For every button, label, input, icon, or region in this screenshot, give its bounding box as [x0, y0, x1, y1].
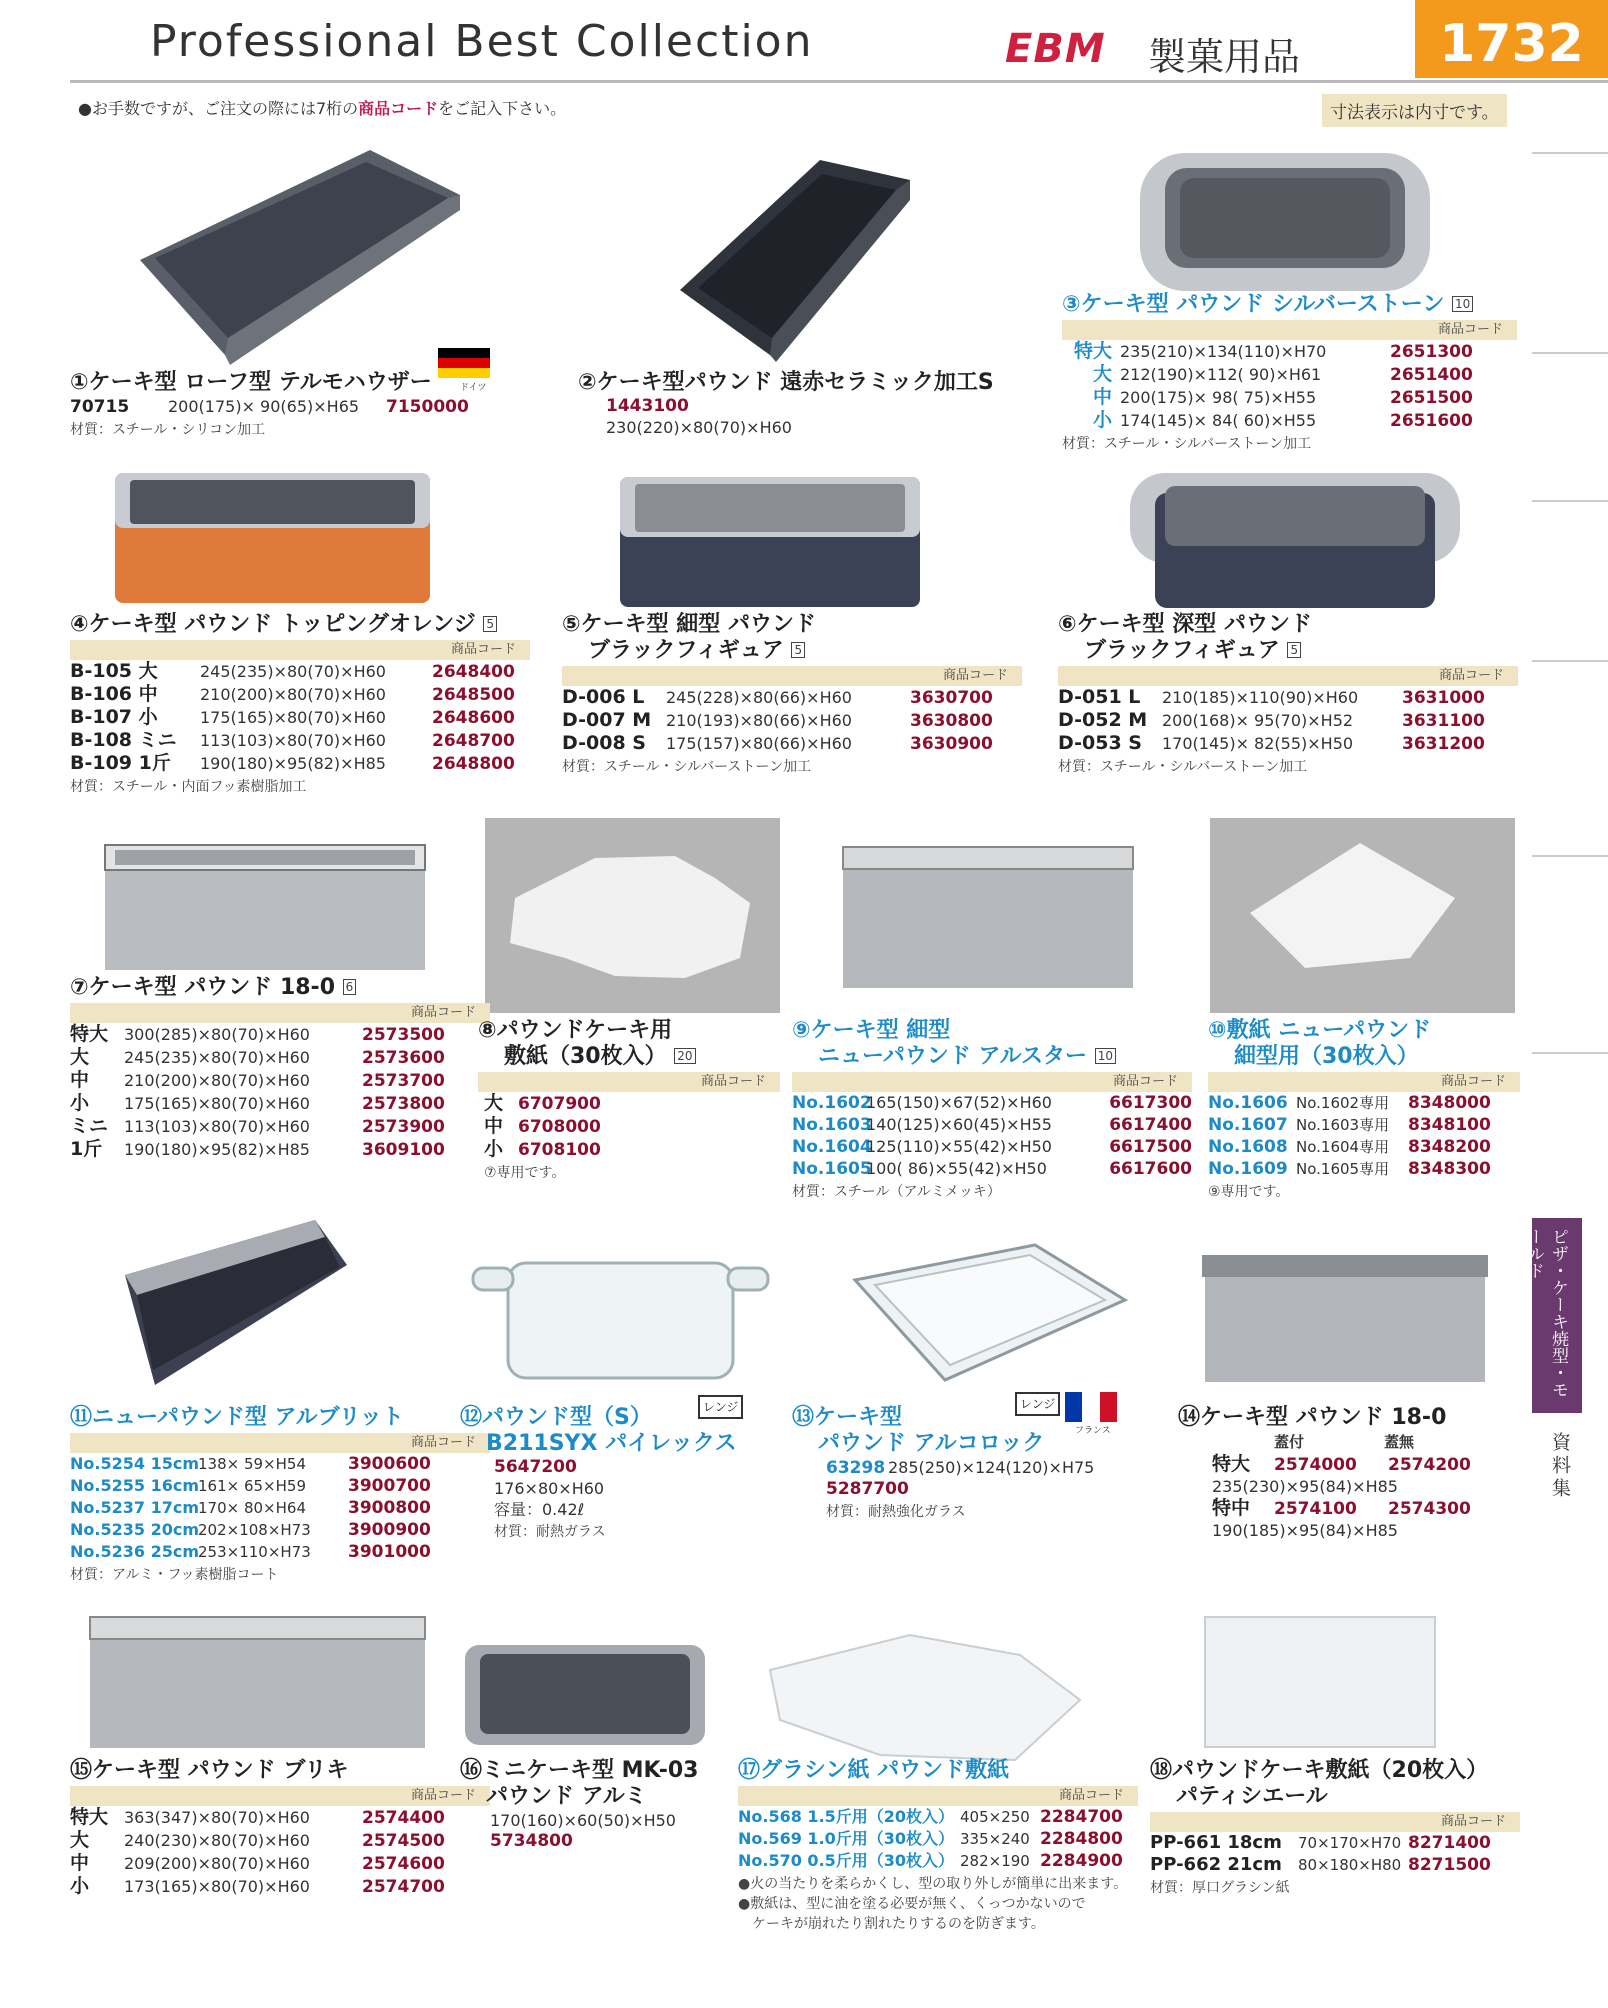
pan-image-14 [1200, 1250, 1490, 1385]
code-header: 商品コード [1150, 1812, 1520, 1832]
table-row: 特中 2574100 2574300 [1212, 1497, 1471, 1519]
product-dimensions: 170(160)×60(50)×H50 [490, 1811, 676, 1830]
table-row: D-051 L 210(185)×110(90)×H60 3631000 [1058, 686, 1485, 708]
table-row: D-008 S 175(157)×80(66)×H60 3630900 [562, 732, 993, 754]
table-row: No.1603 140(125)×60(45)×H55 6617400 [792, 1115, 1192, 1135]
table-row: B-108 ミニ 113(103)×80(70)×H60 2648700 [70, 729, 515, 751]
code-header: 商品コード [478, 1072, 780, 1092]
table-row: No.568 1.5斤用（20枚入） 405×250 2284700 [738, 1807, 1123, 1827]
product-7 [70, 975, 490, 1161]
product-subtitle: B211SYX パイレックス [486, 1431, 737, 1456]
product-5 [562, 612, 1022, 777]
table-row: 中 209(200)×80(70)×H60 2574600 [70, 1852, 445, 1874]
table-row: No.5255 16cm 161× 65×H59 3900700 [70, 1476, 431, 1496]
product-dimensions: 230(220)×80(70)×H60 [606, 418, 792, 437]
product-code: 5647200 [494, 1457, 577, 1477]
paper-photo-10 [1210, 818, 1515, 1013]
product-title: ⑨ケーキ型 細型 [792, 1018, 951, 1043]
product-subtitle: ニューパウンド アルスター 10 [792, 1044, 1192, 1070]
product-dimensions: 176×80×H60 [494, 1479, 605, 1498]
product-13 [792, 1405, 1162, 1522]
note-text: ケーキが崩れたり割れたりするのを防ぎます。 [752, 1916, 1045, 1932]
code-header: 商品コード [738, 1786, 1138, 1806]
side-divider [1532, 152, 1608, 154]
table-row: 大 6707900 [484, 1092, 601, 1114]
catalog-title: Professional Best Collection [150, 16, 814, 67]
product-subtitle: パウンド アルミ [486, 1784, 647, 1809]
microwave-icon: レンジ [1015, 1392, 1060, 1416]
product-11 [70, 1405, 490, 1585]
pan-image-9 [838, 842, 1138, 992]
product-title: ⑱パウンドケーキ敷紙（20枚入） [1150, 1758, 1489, 1783]
table-row: 小 174(145)× 84( 60)×H55 2651600 [1092, 409, 1473, 431]
product-6 [1058, 612, 1518, 777]
code-header: 商品コード [792, 1072, 1192, 1092]
material-text: 材質：スチール・内面フッ素樹脂加工 [70, 779, 307, 795]
table-row: B-107 小 175(165)×80(70)×H60 2648600 [70, 706, 515, 728]
pan-image-7 [100, 840, 430, 975]
pan-image-2 [670, 150, 920, 365]
side-divider [1532, 855, 1608, 857]
table-row: 特大 235(210)×134(110)×H70 2651300 [1073, 340, 1473, 362]
product-8 [478, 1018, 780, 1183]
product-subtitle: パウンド アルコロック [818, 1431, 1045, 1456]
side-tab-active[interactable]: ピザ・ケーキ焼型・モールド [1532, 1218, 1582, 1413]
table-row: No.1607 No.1603専用 8348100 [1208, 1115, 1491, 1135]
code-header: 商品コード [1062, 320, 1517, 340]
product-14 [1178, 1405, 1518, 1541]
table-row: 中 6708000 [484, 1115, 601, 1137]
table-header: 蓋付 蓋無 [1274, 1433, 1415, 1451]
code-header: 商品コード [70, 1786, 490, 1806]
product-title: ⑥ケーキ型 深型 パウンド [1058, 612, 1312, 637]
table-row: No.5235 20cm 202×108×H73 3900900 [70, 1520, 431, 1540]
product-subtitle: ブラックフィギュア 5 [562, 638, 1022, 664]
material-text: 材質：スチール（アルミメッキ） [792, 1184, 1001, 1200]
pan-image-15 [85, 1612, 430, 1752]
note-text: ⑨専用です。 [1208, 1184, 1290, 1200]
product-title: ⑤ケーキ型 細型 パウンド [562, 612, 816, 637]
note-text: ⑦専用です。 [484, 1165, 566, 1181]
table-row: 中 210(200)×80(70)×H60 2573700 [70, 1069, 445, 1091]
table-row: PP-661 18cm 70×170×H70 8271400 [1150, 1832, 1491, 1853]
product-code: 1443100 [606, 396, 689, 416]
brand-logo: EBM [1005, 26, 1106, 72]
product-15 [70, 1758, 490, 1898]
code-header: 商品コード [70, 1433, 490, 1453]
table-row: B-105 大 245(235)×80(70)×H60 2648400 [70, 660, 515, 682]
product-title: ⑬ケーキ型 [792, 1405, 903, 1430]
table-row: No.5254 15cm 138× 59×H54 3900600 [70, 1454, 431, 1474]
note-text: ●火の当たりを柔らかくし、型の取り外しが簡単に出来ます。 [738, 1876, 1128, 1892]
side-divider [1532, 352, 1608, 354]
order-notice: ●お手数ですが、ご注文の際には7桁の商品コードをご記入下さい。 [78, 99, 567, 118]
pan-image-11 [115, 1205, 355, 1395]
product-title: ⑩敷紙 ニューパウンド [1208, 1018, 1432, 1043]
pan-image-5 [615, 472, 925, 612]
table-row: 特大 2574000 2574200 [1212, 1453, 1471, 1475]
note-text: ●敷紙は、型に油を塗る必要が無く、くっつかないので [738, 1896, 1086, 1912]
glass-dish-13 [835, 1240, 1135, 1390]
table-row: D-006 L 245(228)×80(66)×H60 3630700 [562, 686, 993, 708]
table-row: No.1606 No.1602専用 8348000 [1208, 1093, 1491, 1113]
product-title: ⑦ケーキ型 パウンド 18-0 6 [70, 975, 490, 1001]
paper-image-18 [1200, 1612, 1440, 1752]
glass-dish-12 [468, 1248, 773, 1398]
microwave-icon: レンジ [698, 1395, 743, 1419]
flag-label: ドイツ [460, 383, 487, 393]
product-title: ⑧パウンドケーキ用 [478, 1018, 673, 1043]
side-divider [1532, 1052, 1608, 1054]
table-row: 小 175(165)×80(70)×H60 2573800 [70, 1092, 445, 1114]
pan-image-4 [110, 468, 435, 608]
material-text: 材質：耐熱ガラス [494, 1524, 606, 1540]
table-row: B-109 1斤 190(180)×95(82)×H85 2648800 [70, 752, 515, 774]
code-header: 商品コード [1058, 666, 1518, 686]
table-row: 特大 300(285)×80(70)×H60 2573500 [70, 1023, 445, 1045]
product-title: ⑫パウンド型（S） [460, 1405, 652, 1430]
code-header: 商品コード [70, 1003, 490, 1023]
table-row: D-053 S 170(145)× 82(55)×H50 3631200 [1058, 732, 1485, 754]
product-title: ④ケーキ型 パウンド トッピングオレンジ 5 [70, 612, 530, 638]
code-header: 商品コード [1208, 1072, 1520, 1092]
side-divider [1532, 660, 1608, 662]
product-16 [460, 1758, 730, 1852]
product-3 [1062, 292, 1517, 454]
product-title: ⑯ミニケーキ型 MK-03 [460, 1758, 699, 1783]
product-1 [70, 370, 530, 440]
product-title: ②ケーキ型パウンド 遠赤セラミック加工S [578, 370, 994, 395]
product-12 [460, 1405, 780, 1542]
material-text: 材質：厚口グラシン紙 [1150, 1880, 1290, 1896]
product-subtitle: 細型用（30枚入） [1234, 1044, 1419, 1069]
product-title: ⑭ケーキ型 パウンド 18-0 [1178, 1405, 1447, 1430]
product-subtitle: 敷紙（30枚入） 20 [478, 1044, 780, 1070]
material-text: 材質：耐熱強化ガラス [826, 1504, 966, 1520]
table-row: No.1609 No.1605専用 8348300 [1208, 1159, 1491, 1179]
table-row: No.1602 165(150)×67(52)×H60 6617300 [792, 1093, 1192, 1113]
table-row: ミニ 113(103)×80(70)×H60 2573900 [70, 1115, 445, 1137]
code-header: 商品コード [562, 666, 1022, 686]
product-capacity: 容量：0.42ℓ [494, 1500, 585, 1519]
table-row: PP-662 21cm 80×180×H80 8271500 [1150, 1854, 1491, 1875]
pan-image-16 [460, 1640, 710, 1750]
product-4 [70, 612, 530, 797]
product-title: ⑰グラシン紙 パウンド敷紙 [738, 1758, 1010, 1783]
product-title: ③ケーキ型 パウンド シルバーストーン 10 [1062, 292, 1517, 318]
table-row: No.1608 No.1604専用 8348200 [1208, 1137, 1491, 1157]
product-17 [738, 1758, 1138, 1934]
table-row: 大 212(190)×112( 90)×H61 2651400 [1092, 363, 1473, 385]
product-2 [578, 370, 1038, 438]
paper-image-17 [760, 1630, 1090, 1770]
product-10 [1208, 1018, 1520, 1202]
table-row: 63298 285(250)×124(120)×H75 [826, 1458, 1095, 1478]
material-text: 材質：スチール・シルバーストーン加工 [1058, 759, 1308, 775]
product-9 [792, 1018, 1192, 1202]
pan-image-3 [1135, 148, 1435, 296]
table-row: 70715 200(175)× 90(65)×H65 7150000 [70, 397, 469, 417]
product-dimensions: 190(185)×95(84)×H85 [1212, 1521, 1398, 1540]
material-text: 材質：スチール・シルバーストーン加工 [1062, 436, 1312, 452]
table-row: 大 240(230)×80(70)×H60 2574500 [70, 1829, 445, 1851]
side-divider [1532, 500, 1608, 502]
side-tab-reference[interactable]: 資料集 [1549, 1432, 1571, 1501]
table-row: D-007 M 210(193)×80(66)×H60 3630800 [562, 709, 993, 731]
pan-image-6 [1125, 468, 1465, 613]
product-code: 5734800 [490, 1831, 573, 1851]
table-row: No.1605 100( 86)×55(42)×H50 6617600 [792, 1159, 1192, 1179]
material-text: 材質：スチール・シルバーストーン加工 [562, 759, 812, 775]
page-number: 1732 [1415, 0, 1608, 78]
product-code: 5287700 [826, 1479, 909, 1499]
product-title: ⑪ニューパウンド型 アルブリット [70, 1405, 404, 1430]
table-row: No.570 0.5斤用（30枚入） 282×190 2284900 [738, 1851, 1123, 1871]
table-row: D-052 M 200(168)× 95(70)×H52 3631100 [1058, 709, 1485, 731]
table-row: B-106 中 210(200)×80(70)×H60 2648500 [70, 683, 515, 705]
product-subtitle: パティシエール [1176, 1784, 1328, 1809]
dimension-note: 寸法表示は内寸です。 [1322, 94, 1507, 127]
product-18 [1150, 1758, 1520, 1898]
category-title: 製菓用品 [1148, 35, 1301, 79]
table-row: 特大 363(347)×80(70)×H60 2574400 [70, 1806, 445, 1828]
table-row: 小 6708100 [484, 1138, 601, 1160]
table-row: 中 200(175)× 98( 75)×H55 2651500 [1092, 386, 1473, 408]
material-text: 材質：スチール・シリコン加工 [70, 422, 266, 438]
paper-photo-8 [485, 818, 780, 1013]
table-row: 1斤 190(180)×95(82)×H85 3609100 [70, 1138, 445, 1160]
product-subtitle: ブラックフィギュア 5 [1058, 638, 1518, 664]
table-row: No.5236 25cm 253×110×H73 3901000 [70, 1542, 431, 1562]
table-row: No.569 1.0斤用（30枚入） 335×240 2284800 [738, 1829, 1123, 1849]
code-header: 商品コード [70, 640, 530, 660]
product-dimensions: 235(230)×95(84)×H85 [1212, 1477, 1398, 1496]
header-divider [70, 80, 1608, 83]
table-row: No.5237 17cm 170× 80×H64 3900800 [70, 1498, 431, 1518]
table-row: 大 245(235)×80(70)×H60 2573600 [70, 1046, 445, 1068]
table-row: No.1604 125(110)×55(42)×H50 6617500 [792, 1137, 1192, 1157]
product-title: ①ケーキ型 ローフ型 テルモハウザー [70, 370, 432, 395]
pan-image-1 [130, 140, 470, 365]
flag-label: フランス [1075, 1426, 1111, 1436]
product-title: ⑮ケーキ型 パウンド ブリキ [70, 1758, 349, 1783]
material-text: 材質：アルミ・フッ素樹脂コート [70, 1567, 279, 1583]
table-row: 小 173(165)×80(70)×H60 2574700 [70, 1875, 445, 1897]
